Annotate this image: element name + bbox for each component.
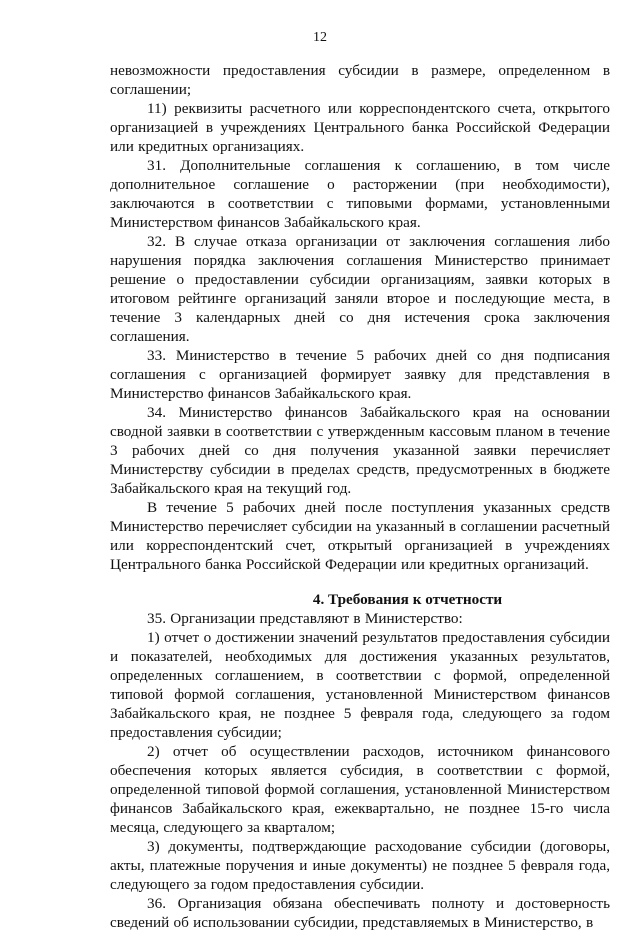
paragraph-35: 35. Организации представляют в Министерство: [147, 610, 463, 627]
section-heading: 4. Требования к отчетности [312, 591, 503, 608]
paragraph-31: 31. Дополнительные соглашения к соглашению, в том числе дополнительное соглашение о расторжении (при необходимости), заключаются в соответствии с типовыми формами, установленными Министерством финансов Забайкальского края. [110, 157, 610, 231]
paragraph-32: 32. В случае отказа организации от заключения соглашения либо нарушения порядка заключения соглашения Министерство принимает решение о предоставлении субсидии организациям, заявки которых в итоговом рейтинге организаций заняли второе и последующие места, в течение 3 календарных дней со дня истечения срока заключения соглашения. [110, 233, 610, 345]
paragraph-item-11: 11) реквизиты расчетного или корреспондентского счета, открытого организацией в учреждениях Центрального банка Российской Федерации или кредитных организациях. [110, 100, 610, 155]
paragraph-34-continued: В течение 5 рабочих дней после поступления указанных средств Министерство перечисляет субсидии на указанный в соглашении расчетный или корреспондентский счет, открытый организацией в учреждениях Центрального банка Российской Федерации или кредитных организаций. [110, 499, 610, 573]
document-body [110, 61, 610, 932]
paragraph-34: 34. Министерство финансов Забайкальского края на основании сводной заявки в соответствии с утвержденным кассовым планом в течение 3 рабочих дней со дня получения указанной заявки перечисляет Министерству субсидии в пределах средств, предусмотренных в бюджете Забайкальского края на текущий год. [110, 404, 610, 497]
paragraph-33: 33. Министерство в течение 5 рабочих дней со дня подписания соглашения с организацией формирует заявку для представления в Министерство финансов Забайкальского края. [110, 347, 610, 402]
paragraph-continuation: невозможности предоставления субсидии в размере, определенном в соглашении; [110, 62, 610, 98]
paragraph-35-item-3: 3) документы, подтверждающие расходование субсидии (договоры, акты, платежные поручения и иные документы) не позднее 5 февраля года, следующего за годом предоставления субсидии. [110, 838, 610, 893]
page-number: 12 [313, 30, 327, 45]
paragraph-35-item-2: 2) отчет об осуществлении расходов, источником финансового обеспечения которых является субсидия, в соответствии с формой, определенной типовой формой соглашения, установленной Министерством финансов Забайкальского края, ежеквартально, не позднее 15-го числа месяца, следующего за кварталом; [110, 743, 610, 836]
paragraph-35-item-1: 1) отчет о достижении значений результатов предоставления субсидии и показателей, необходимых для достижения указанных результатов, определенных соглашением, в соответствии с формой, определенной типовой формой соглашения, установленной Министерством финансов Забайкальского края, не позднее 5 февраля года, следующего за годом предоставления субсидии; [110, 629, 610, 741]
paragraph-36: 36. Организация обязана обеспечивать полноту и достоверность сведений об использовании субсидии, представляемых в Министерство, в [110, 895, 610, 931]
